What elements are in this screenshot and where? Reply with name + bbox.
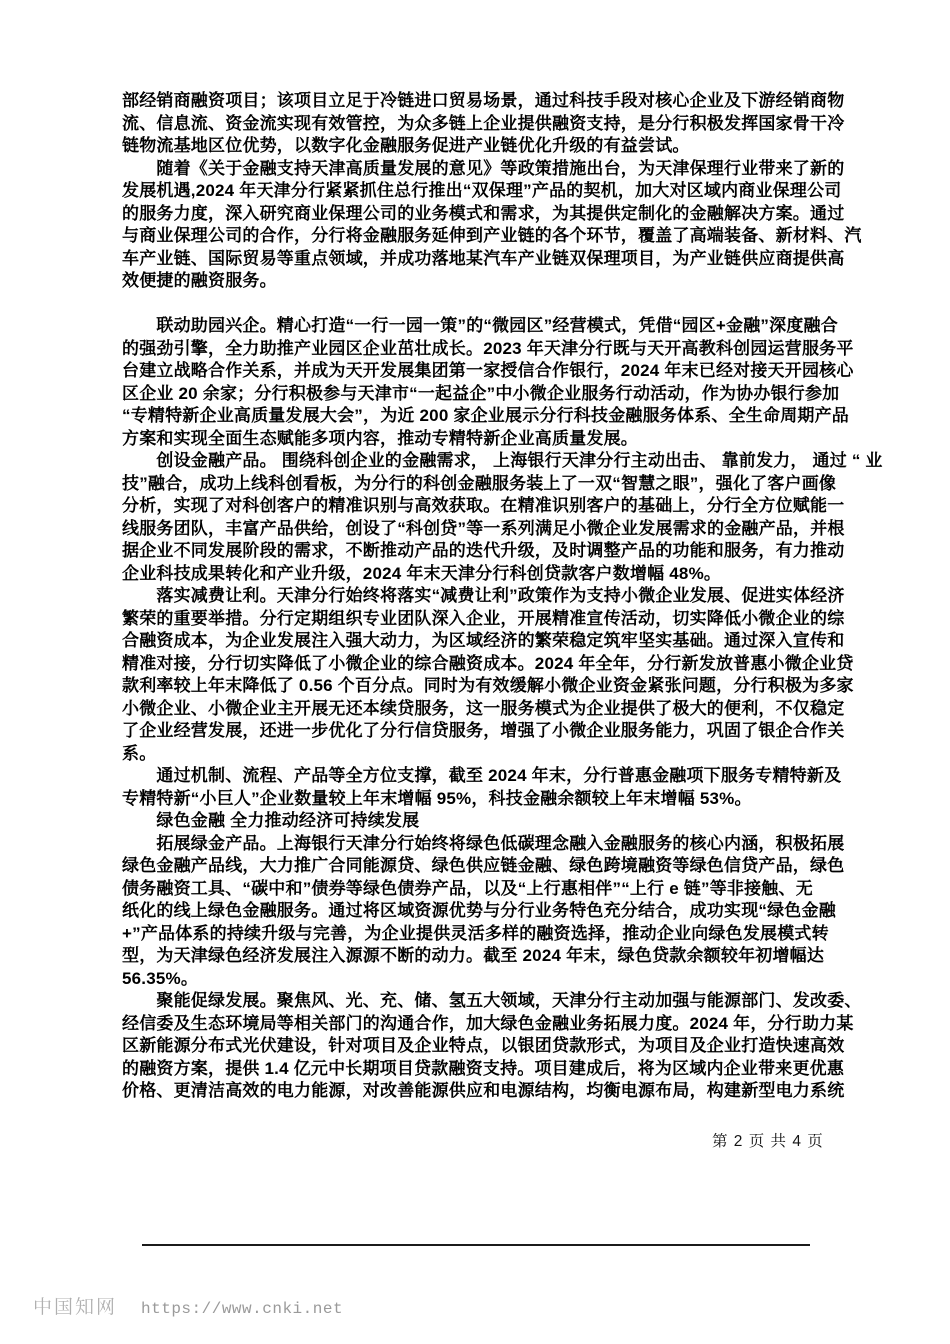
text-line: 流、信息流、资金流实现有效管控，为众多链上企业提供融资支持，是分行积极发挥国家骨干冷 [122, 113, 845, 133]
text-line: 据企业不同发展阶段的需求，不断推动产品的迭代升级，及时调整产品的功能和服务，有力推动 [122, 541, 845, 560]
text-line: 的融资方案，提供 1.4 亿元中长期项目贷款融资支持。项目建成后，将为区域内企业带来更优惠 [122, 1058, 845, 1078]
text-line: 经信委及生态环境局等相关部门的沟通合作，加大绿色金融业务拓展力度。2024 年，分行助力某 [122, 1013, 854, 1033]
text-line: 效便捷的融资服务。 [122, 271, 277, 290]
text-line: 台建立战略合作关系，并成为天开发展集团第一家授信合作银行，2024 年末已经对接天开园核心 [122, 361, 854, 380]
text-line: 系。 [122, 743, 157, 763]
text-line: 落实减费让利。天津分行始终将落实“减费让利”政策作为支持小微企业发展、促进实体经济 [122, 586, 845, 605]
document-body-text [122, 90, 883, 1103]
text-line: “专精特新企业高质量发展大会”，为近 200 家企业展示分行科技金融服务体系、全生命周期产品 [122, 406, 850, 425]
text-line: 联动助园兴企。精心打造“一行一园一策”的“微园区”经营模式，凭借“园区+金融”深度融合 [122, 316, 838, 335]
cnki-watermark [33, 1292, 343, 1319]
text-line: 与商业保理公司的合作，分行将金融服务延伸到产业链的各个环节，覆盖了高端装备、新材料、汽 [122, 226, 862, 245]
text-line: 区新能源分布式光伏建设，针对项目及企业特点，以银团贷款形式，为项目及企业打造快速高效 [122, 1036, 845, 1055]
text-line: 通过机制、流程、产品等全方位支撑，截至 2024 年末，分行普惠金融项下服务专精特新及 [122, 766, 842, 785]
text-line: 创设金融产品。 围绕科创企业的金融需求， 上海银行天津分行主动出击、 靠前发力， 通过 “ 业 [122, 451, 883, 470]
text-line: 聚能促绿发展。聚焦风、光、充、储、氢五大领域，天津分行主动加强与能源部门、发改委、 [122, 991, 862, 1010]
text-line: 随着《关于金融支持天津高质量发展的意见》等政策措施出台，为天津保理行业带来了新的 [122, 158, 845, 178]
text-line: 了企业经营发展，还进一步优化了分行信贷服务，增强了小微企业服务能力，巩固了银企合作关 [122, 721, 845, 740]
text-line: 拓展绿金产品。上海银行天津分行始终将绿色低碳理念融入金融服务的核心内涵，积极拓展 [122, 833, 845, 853]
text-line: 方案和实现全面生态赋能多项内容，推动专精特新企业高质量发展。 [122, 428, 638, 448]
text-line: 绿色金融 全力推动经济可持续发展 [122, 811, 420, 830]
text-line: 合融资成本，为企业发展注入强大动力，为区域经济的繁荣稳定筑牢坚实基础。通过深入宣传和 [122, 631, 845, 650]
text-line: 发展机遇,2024 年天津分行紧紧抓住总行推出“双保理”产品的契机，加大对区域内商业保理公司 [122, 181, 842, 200]
text-line: 区企业 20 余家；分行积极参与天津市“一起益企”中小微企业服务行动活动，作为协办银行参加 [122, 383, 840, 403]
text-line: 价格、更清洁高效的电力能源，对改善能源供应和电源结构，均衡电源布局，构建新型电力系统 [122, 1081, 845, 1100]
text-line: 线服务团队，丰富产品供给，创设了“科创贷”等一系列满足小微企业发展需求的金融产品，并根 [122, 518, 845, 538]
text-line: 56.35%。 [122, 968, 199, 988]
text-line: 绿色金融产品线，大力推广合同能源贷、绿色供应链金融、绿色跨境融资等绿色信贷产品，绿色 [122, 856, 845, 875]
cnki-brand-text: 中国知网 [33, 1297, 118, 1318]
text-line: 企业科技成果转化和产业升级，2024 年末天津分行科创贷款客户数增幅 48%。 [122, 563, 722, 583]
text-line: 部经销商融资项目；该项目立足于冷链进口贸易场景，通过科技手段对核心企业及下游经销商物 [122, 91, 845, 110]
page-number-label: 第 2 页 共 4 页 [712, 1133, 824, 1150]
text-line: +”产品体系的持续升级与完善，为企业提供灵活多样的融资选择，推动企业向绿色发展模式转 [122, 923, 829, 943]
text-line: 的服务力度，深入研究商业保理公司的业务模式和需求，为其提供定制化的金融解决方案。通过 [122, 203, 845, 223]
text-line: 繁荣的重要举措。分行定期组织专业团队深入企业，开展精准宣传活动，切实降低小微企业的综 [122, 608, 845, 628]
text-line: 的强劲引擎，全力助推产业园区企业茁壮成长。2023 年天津分行既与天开高教科创园运营服务平 [122, 338, 854, 358]
text-line: 纸化的线上绿色金融服务。通过将区域资源优势与分行业务特色充分结合，成功实现“绿色金融 [122, 901, 836, 920]
text-line: 款利率较上年末降低了 0.56 个百分点。同时为有效缓解小微企业资金紧张问题，分行积极为多家 [122, 676, 854, 695]
text-line: 债务融资工具、“碳中和”债券等绿色债券产品，以及“上行惠相伴”“上行 e 链”等非接触、无 [122, 878, 813, 898]
text-line: 车产业链、国际贸易等重点领域，并成功落地某汽车产业链双保理项目，为产业链供应商提供高 [122, 248, 845, 268]
footer-divider-line [142, 1244, 810, 1246]
text-line: 小微企业、小微企业主开展无还本续贷服务，这一服务模式为企业提供了极大的便利，不仅稳定 [122, 698, 845, 718]
text-line: 链物流基地区位优势，以数字化金融服务促进产业链优化升级的有益尝试。 [122, 136, 690, 155]
cnki-url-text: https://www.cnki.net [141, 1300, 344, 1318]
text-line: 分析，实现了对科创客户的精准识别与高效获取。在精准识别客户的基础上，分行全方位赋能一 [122, 496, 845, 515]
text-line: 精准对接，分行切实降低了小微企业的综合融资成本。2024 年全年，分行新发放普惠小微企业贷 [122, 653, 854, 673]
text-line: 技”融合，成功上线科创看板，为分行的科创金融服务装上了一双“智慧之眼”，强化了客户画像 [122, 473, 837, 493]
text-line [122, 293, 854, 316]
text-line: 型，为天津绿色经济发展注入源源不断的动力。截至 2024 年末，绿色贷款余额较年初增幅达 [122, 946, 825, 965]
text-line: 专精特新“小巨人”企业数量较上年末增幅 95%，科技金融余额较上年末增幅 53%。 [122, 788, 752, 808]
